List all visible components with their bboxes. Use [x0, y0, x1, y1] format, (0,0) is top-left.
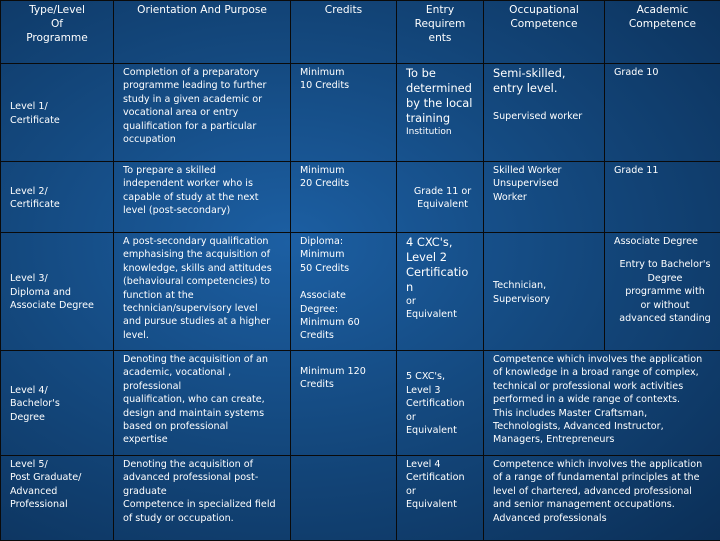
header-occupational-competence: Occupational Competence — [484, 1, 605, 64]
table-row — [1, 233, 720, 351]
purpose-cell: To prepare a skilled independent worker who is capable of study at the next level (post-secondary) — [114, 162, 291, 233]
purpose-cell: Denoting the acquisition of an academic, vocational , professional qualification, who can create, design and maintain systems based on professional expertise — [114, 351, 291, 456]
competence-cell: Competence which involves the application of a range of fundamental principles at the level of chartered, advanced professional and senior management occupations. Advanced professionals — [484, 456, 720, 541]
level-cell: Level 3/ Diploma and Associate Degree — [1, 233, 114, 351]
purpose-cell: Completion of a preparatory programme leading to further study in a given academic or vocational area or entry qualification for a particular occupation — [114, 64, 291, 162]
level-cell: Level 2/ Certificate — [1, 162, 114, 233]
credits-cell: Minimum 10 Credits — [291, 64, 397, 162]
header-orientation-purpose: Orientation And Purpose — [114, 1, 291, 64]
competence-cell: Competence which involves the application of knowledge in a broad range of complex, technical or professional work activities performed in a wide range of contexts. This includes Master Craftsman, Technologists, Advanced Instructor, Managers, Entrepreneurs — [484, 351, 720, 456]
purpose-cell: Denoting the acquisition of advanced professional post- graduate Competence in specialized field of study or occupation. — [114, 456, 291, 541]
credits-cell: Minimum 20 Credits — [291, 162, 397, 233]
credits-cell: Diploma: Minimum 50 Credits Associate Degree: Minimum 60 Credits — [291, 233, 397, 351]
occupational-cell: Skilled Worker Unsupervised Worker — [484, 162, 605, 233]
header-credits: Credits — [291, 1, 397, 64]
table-row — [1, 456, 720, 541]
credits-cell: Minimum 120 Credits — [291, 351, 397, 456]
academic-cell: Associate Degree Entry to Bachelor's Degree programme with or without advanced standing — [605, 233, 720, 351]
credits-cell — [291, 456, 397, 541]
header-row — [1, 1, 720, 64]
level-cell: Level 4/ Bachelor's Degree — [1, 351, 114, 456]
academic-cell: Grade 10 — [605, 64, 720, 162]
header-academic-competence: Academic Competence — [605, 1, 720, 64]
header-entry-requirements: Entry Requirem ents — [397, 1, 484, 64]
entry-cell: Grade 11 or Equivalent — [397, 162, 484, 233]
level-cell: Level 1/ Certificate — [1, 64, 114, 162]
table-row — [1, 64, 720, 162]
occupational-cell: Semi-skilled, entry level. Supervised worker — [484, 64, 605, 162]
entry-cell: 4 CXC's, Level 2 Certificatio n or Equivalent — [397, 233, 484, 351]
table-row — [1, 162, 720, 233]
entry-cell: 5 CXC's, Level 3 Certification or Equivalent — [397, 351, 484, 456]
header-type-level: Type/Level Of Programme — [1, 1, 114, 64]
entry-cell: Level 4 Certification or Equivalent — [397, 456, 484, 541]
table-row — [1, 351, 720, 456]
entry-cell: To be determined by the local training Institution — [397, 64, 484, 162]
occupational-cell: Technician, Supervisory — [484, 233, 605, 351]
level-cell: Level 5/ Post Graduate/ Advanced Professional — [1, 456, 114, 541]
academic-cell: Grade 11 — [605, 162, 720, 233]
purpose-cell: A post-secondary qualification emphasising the acquisition of knowledge, skills and attitudes (behavioural competencies) to function at the technician/supervisory level and pursue studies at a higher level. — [114, 233, 291, 351]
